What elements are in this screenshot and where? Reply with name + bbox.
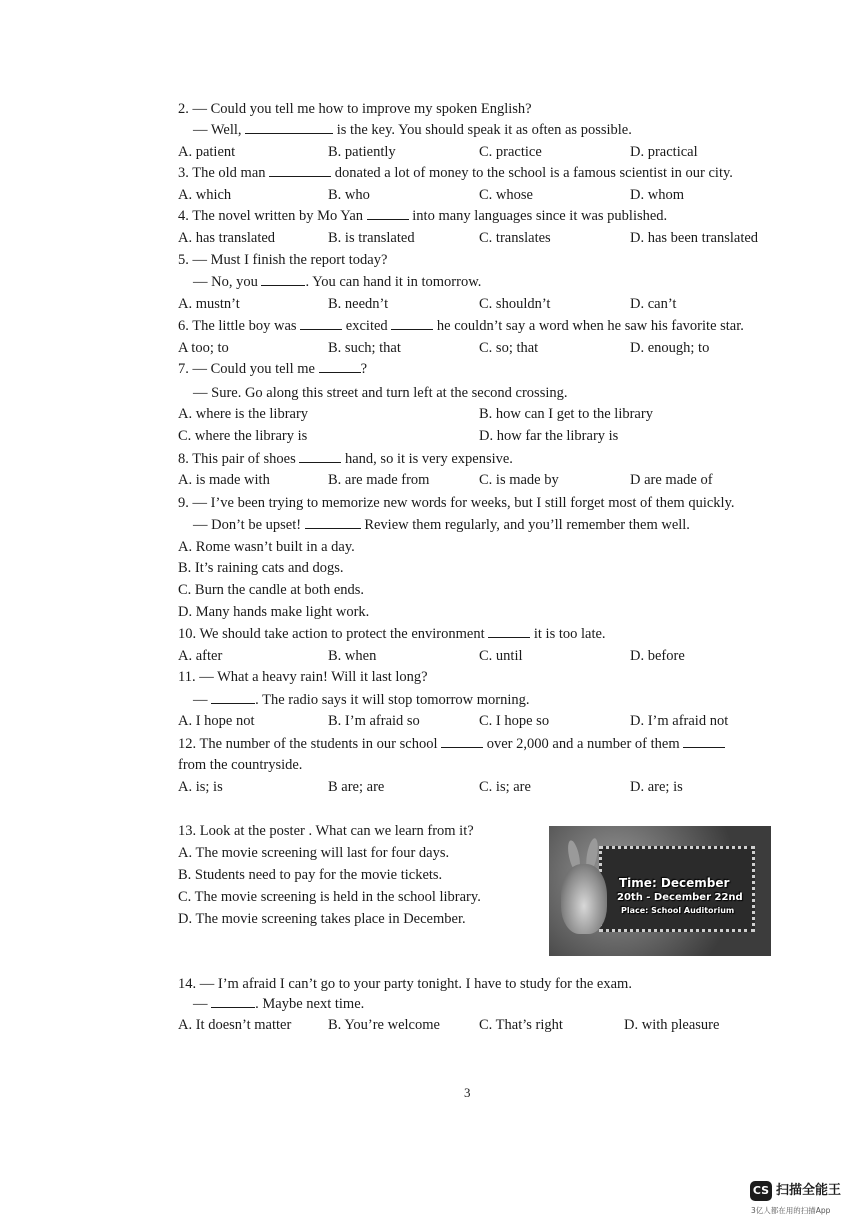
camscanner-name: 扫描全能王	[776, 1183, 842, 1198]
q6-option-a: A too; to	[178, 340, 229, 356]
q14-stem-part: —	[193, 996, 208, 1012]
q7-option-d: D. how far the library is	[479, 428, 619, 444]
camscanner-tagline: 3亿人都在用的扫描App	[751, 1206, 831, 1215]
q12-option-d: D. are; is	[630, 779, 683, 795]
q14-option-b: B. You’re welcome	[328, 1017, 440, 1033]
q4-stem	[178, 207, 667, 225]
q8-stem-part: hand, so it is very expensive.	[345, 451, 513, 467]
q3-option-c: C. whose	[479, 187, 533, 203]
q7-stem-line2: — Sure. Go along this street and turn left at the second crossing.	[193, 385, 568, 401]
q7-stem-part: ?	[360, 361, 367, 377]
camscanner-logo-icon: CS	[750, 1181, 772, 1201]
answer-blank	[211, 995, 255, 1008]
q10-stem-part: it is too late.	[533, 626, 606, 642]
q8-stem	[178, 450, 513, 468]
answer-blank	[391, 317, 433, 330]
q9-option-a: A. Rome wasn’t built in a day.	[178, 539, 355, 555]
q7-option-b: B. how can I get to the library	[479, 406, 653, 422]
q7-option-c: C. where the library is	[178, 428, 308, 444]
q11-option-b: B. I’m afraid so	[328, 713, 420, 729]
q6-option-d: D. enough; to	[630, 340, 710, 356]
q10-option-c: C. until	[479, 648, 523, 664]
q4-option-b: B. is translated	[328, 230, 415, 246]
q13-option-a: A. The movie screening will last for four days.	[178, 845, 450, 861]
q3-option-b: B. who	[328, 187, 370, 203]
q9-stem-line2	[193, 516, 690, 534]
q14-stem-line1: 14. — I’m afraid I can’t go to your party tonight. I have to study for the exam.	[178, 976, 632, 992]
q12-stem-part: 12. The number of the students in our school	[178, 736, 438, 752]
q5-stem-part: . You can hand it in tomorrow.	[305, 274, 482, 290]
q6-stem-part: 6. The little boy was	[178, 318, 297, 334]
q6-stem-part: he couldn’t say a word when he saw his favorite star.	[436, 318, 744, 334]
answer-blank	[269, 164, 331, 177]
answer-blank	[245, 121, 333, 134]
q8-option-d: D are made of	[630, 472, 713, 488]
q2-option-a: A. patient	[178, 144, 236, 160]
q9-option-d: D. Many hands make light work.	[178, 604, 370, 620]
q7-stem-line1	[178, 360, 367, 378]
q10-stem-part: 10. We should take action to protect the environment	[178, 626, 485, 642]
q7-option-a: A. where is the library	[178, 406, 309, 422]
q11-stem-part: . The radio says it will stop tomorrow morning.	[255, 692, 530, 708]
q4-stem-part: 4. The novel written by Mo Yan	[178, 208, 364, 224]
q12-stem-line1	[178, 735, 725, 753]
answer-blank	[319, 360, 361, 373]
q2-option-d: D. practical	[630, 144, 698, 160]
q8-stem-part: 8. This pair of shoes	[178, 451, 296, 467]
q12-stem-line2: from the countryside.	[178, 757, 303, 773]
q2-stem-part: is the key. You should speak it as often as possible.	[336, 122, 632, 138]
q11-stem-line2	[193, 691, 530, 709]
q12-option-c: C. is; are	[479, 779, 531, 795]
poster-time-line: Time: December	[619, 876, 730, 890]
q9-option-b: B. It’s raining cats and dogs.	[178, 560, 344, 576]
q5-option-c: C. shouldn’t	[479, 296, 551, 312]
q2-option-b: B. patiently	[328, 144, 396, 160]
movie-poster	[549, 826, 771, 956]
q11-stem-line1: 11. — What a heavy rain! Will it last long?	[178, 669, 428, 685]
q7-stem-part: 7. — Could you tell me	[178, 361, 315, 377]
q14-option-d: D. with pleasure	[624, 1017, 720, 1033]
q11-option-c: C. I hope so	[479, 713, 550, 729]
answer-blank	[261, 273, 305, 286]
q14-option-c: C. That’s right	[479, 1017, 563, 1033]
q11-option-d: D. I’m afraid not	[630, 713, 729, 729]
q11-option-a: A. I hope not	[178, 713, 255, 729]
q6-stem-part: excited	[345, 318, 388, 334]
poster-date-line: 20th - December 22nd	[617, 892, 743, 903]
answer-blank	[367, 207, 409, 220]
q12-option-a: A. is; is	[178, 779, 223, 795]
q11-stem-part: —	[193, 692, 208, 708]
q9-stem-part: — Don’t be upset!	[193, 517, 302, 533]
bunny-character-image	[561, 864, 607, 934]
q5-stem-part: — No, you	[193, 274, 258, 290]
q10-option-a: A. after	[178, 648, 223, 664]
answer-blank	[441, 735, 483, 748]
answer-blank	[300, 317, 342, 330]
q5-stem-line1: 5. — Must I finish the report today?	[178, 252, 388, 268]
q6-option-c: C. so; that	[479, 340, 539, 356]
q2-stem-line2	[193, 121, 632, 139]
q4-option-c: C. translates	[479, 230, 551, 246]
q10-stem	[178, 625, 606, 643]
q3-option-a: A. which	[178, 187, 232, 203]
q4-option-a: A. has translated	[178, 230, 276, 246]
q6-option-b: B. such; that	[328, 340, 401, 356]
q8-option-c: C. is made by	[479, 472, 559, 488]
q3-stem	[178, 164, 733, 182]
q8-option-a: A. is made with	[178, 472, 270, 488]
q3-option-d: D. whom	[630, 187, 684, 203]
q3-stem-part: 3. The old man	[178, 165, 266, 181]
q12-option-b: B are; are	[328, 779, 385, 795]
q2-stem-line1: 2. — Could you tell me how to improve my spoken English?	[178, 101, 532, 117]
page-number: 3	[464, 1085, 471, 1100]
q9-option-c: C. Burn the candle at both ends.	[178, 582, 365, 598]
q13-stem: 13. Look at the poster . What can we learn from it?	[178, 823, 474, 839]
answer-blank	[211, 691, 255, 704]
q10-option-d: D. before	[630, 648, 685, 664]
answer-blank	[488, 625, 530, 638]
q5-option-d: D. can’t	[630, 296, 677, 312]
q3-stem-part: donated a lot of money to the school is a famous scientist in our city.	[334, 165, 733, 181]
q9-stem-part: Review them regularly, and you’ll remember them well.	[364, 517, 690, 533]
q5-option-a: A. mustn’t	[178, 296, 240, 312]
q13-option-c: C. The movie screening is held in the school library.	[178, 889, 481, 905]
q13-option-b: B. Students need to pay for the movie tickets.	[178, 867, 443, 883]
answer-blank	[299, 450, 341, 463]
answer-blank	[683, 735, 725, 748]
q2-option-c: C. practice	[479, 144, 542, 160]
q14-option-a: A. It doesn’t matter	[178, 1017, 292, 1033]
answer-blank	[305, 516, 361, 529]
q9-stem-line1: 9. — I’ve been trying to memorize new words for weeks, but I still forget most of them quickly.	[178, 495, 735, 511]
q2-stem-part: — Well,	[193, 122, 242, 138]
poster-place-line: Place: School Auditorium	[621, 906, 735, 915]
q4-stem-part: into many languages since it was published.	[412, 208, 668, 224]
q5-stem-line2	[193, 273, 481, 291]
q13-option-d: D. The movie screening takes place in December.	[178, 911, 466, 927]
q8-option-b: B. are made from	[328, 472, 430, 488]
q4-option-d: D. has been translated	[630, 230, 759, 246]
q5-option-b: B. needn’t	[328, 296, 389, 312]
q14-stem-line2	[193, 995, 364, 1013]
q14-stem-part: . Maybe next time.	[255, 996, 365, 1012]
q6-stem	[178, 317, 744, 335]
q10-option-b: B. when	[328, 648, 377, 664]
q12-stem-part: over 2,000 and a number of them	[486, 736, 680, 752]
